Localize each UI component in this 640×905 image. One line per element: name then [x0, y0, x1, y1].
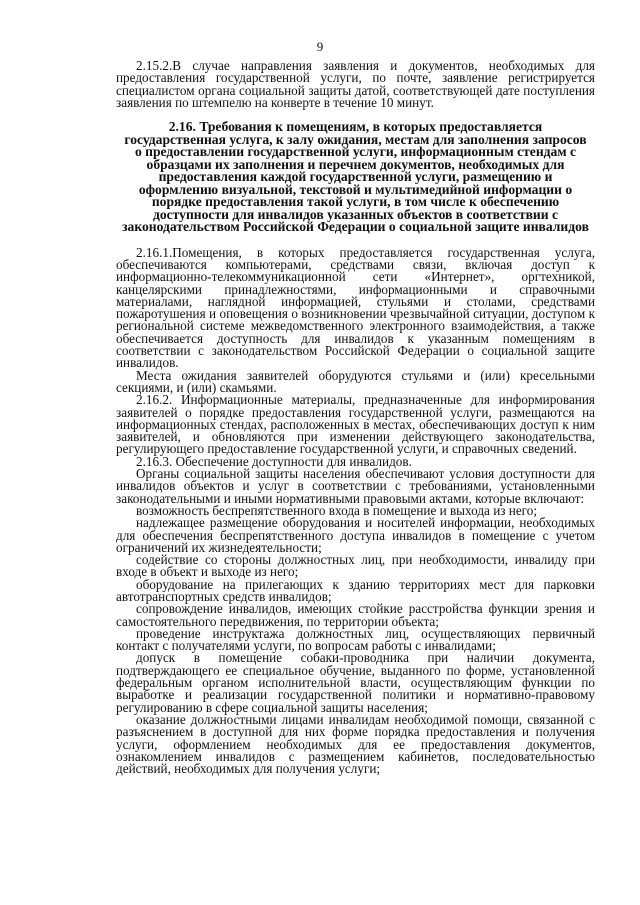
paragraph-waiting-areas: Места ожидания заявителей оборудуются стульями и (или) кресельными секциями, и (или) скамьями. — [116, 367, 595, 395]
list-item-equipment-placement: надлежащее размещение оборудования и носителей информации, необходимых для обеспечения беспрепятственного доступа инвалидов в помещение с учетом ограничений их жизнедеятельности; — [116, 515, 595, 555]
list-item-staff-assistance: содействие со стороны должностных лиц, при необходимости, инвалиду при входе в объект и выходе из него; — [116, 552, 595, 580]
document-body — [116, 60, 595, 775]
list-item-escort: сопровождение инвалидов, имеющих стойкие расстройства функции зрения и самостоятельного передвижения, по территории объекта; — [116, 601, 595, 629]
paragraph-2-16-3: 2.16.3. Обеспечение доступности для инвалидов. — [136, 453, 412, 469]
paragraph-2-16-1: 2.16.1.Помещения, в которых предоставляется государственная услуга, обеспечиваются компьютерами, средствами связи, включая доступ к информационно-телекоммуникационной сети «Интернет», оргтехникой, канцелярскими принадлежностями, информационными и справочными материалами, наглядной информацией, стульями и столами, средствами пожаротушения и оповещения о возникновении чрезвычайной ситуации, доступом к региональной системе межведомственного электронного взаимодействия, а также обеспечивается доступность для инвалидов к указанным помещениям в соответствии с законодательством Российской Федерации о социальной защите инвалидов. — [116, 244, 595, 371]
section-heading-2-16: 2.16. Требования к помещениям, в которых предоставляется государственная услуга, к залу ожидания, местам для заполнения запросов о предоставлении государственной услуги, информационным стендам с образцами их заполнения и перечнем документов, необходимых для предоставления каждой государственной услуги, размещению и оформлению визуальной, текстовой и мультимедийной информации о порядке предоставления такой услуги, в том числе к обеспечению доступности для инвалидов указанных объектов в соответствии с законодательством Российской Федерации о социальной защите инвалидов — [122, 119, 589, 235]
paragraph-accessibility-conditions: Органы социальной защиты населения обеспечивают условия доступности для инвалидов объектов и услуг в соответствии с требованиями, установленными законодательными и иными нормативными правовыми актами, которые включают: — [116, 466, 595, 506]
list-item-free-entry: возможность беспрепятственного входа в помещение и выхода из него; — [136, 502, 538, 518]
list-item-staff-briefing: проведение инструктажа должностных лиц, осуществляющих первичный контакт с получателями услуги, по вопросам работы с инвалидами; — [116, 625, 595, 654]
list-item-guide-dog: допуск в помещение собаки-проводника при наличии документа, подтверждающего ее специальное обучение, выданного по форме, установленной федеральным органом исполнительной власти, осуществляющим функции по выработке и реализации государственной политики и нормативно-правовому регулированию в сфере социальной защиты населения; — [116, 650, 595, 715]
list-item-parking: оборудование на прилегающих к зданию территориях мест для парковки автотранспортных средств инвалидов; — [116, 576, 595, 604]
page-number: 9 — [316, 39, 324, 54]
paragraph-2-16-2: 2.16.2. Информационные материалы, предназначенные для информирования заявителей о порядке предоставления государственной услуги, размещаются на информационных стендах, расположенных в местах, обеспечивающих доступ к ним заявителей, и обновляются при изменении действующего законодательства, регулирующего предоставление государственной услуги, и справочных сведений. — [116, 392, 595, 457]
list-item-staff-help: оказание должностными лицами инвалидам необходимой помощи, связанной с разъяснением в доступной для них форме порядка предоставления и получения услуги, оформлением необходимых для ее предоставления документов, ознакомлением инвалидов с размещением кабинетов, последовательностью действий, необходимых для получения услуги; — [116, 711, 595, 777]
paragraph-2-15-2: 2.15.2.В случае направления заявления и документов, необходимых для предоставления государственной услуги, по почте, заявление регистрируется специалистом органа социальной защиты датой, соответствующей дате поступления заявления по штемпелю на конверте в течение 10 минут. — [116, 58, 595, 110]
